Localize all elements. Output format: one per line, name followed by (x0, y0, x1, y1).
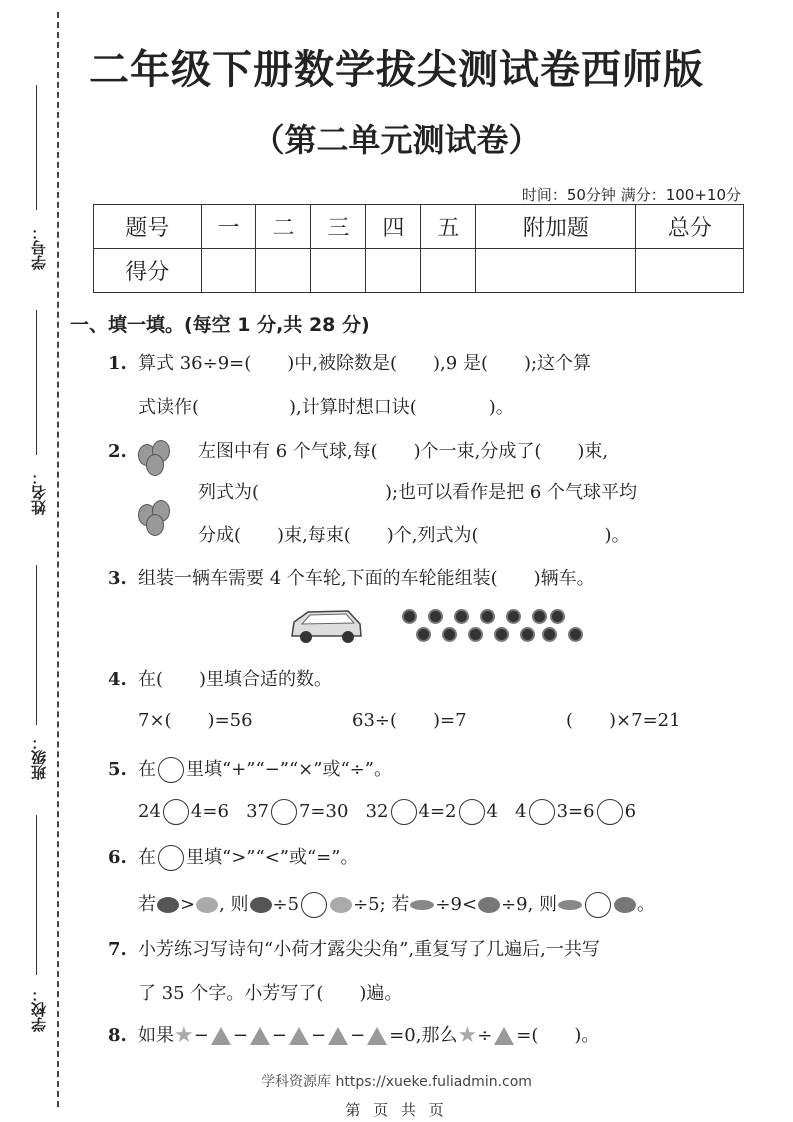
q5-expressions (138, 799, 636, 825)
expr-text: =0,那么 (389, 1025, 458, 1046)
question-number: 1. (108, 353, 127, 374)
header-cell: 二 (256, 205, 311, 249)
question-7-line-2: 了 35 个字。小芳写了( )遍。 (138, 983, 403, 1004)
binding-dashed-line (57, 12, 59, 1107)
broccoli-icon (196, 897, 218, 913)
expr-text: 。 (637, 894, 656, 915)
score-table-score-row (94, 249, 744, 293)
apple-icon (478, 897, 500, 913)
expr-text: 4 (515, 801, 527, 822)
answer-circle[interactable] (271, 799, 297, 825)
banana-icon (558, 900, 582, 910)
question-1-line-2: 式读作( ),计算时想口诀( )。 (138, 397, 514, 418)
wheel-icon (416, 627, 431, 642)
expr-text: ÷9, 则 (501, 894, 558, 915)
question-text: 里填“+”“−”“×”或“÷”。 (186, 759, 392, 780)
wheel-icon (550, 609, 565, 624)
question-text: 组装一辆车需要 4 个车轮,下面的车轮能组装( )辆车。 (138, 568, 595, 589)
wheel-icon (506, 609, 521, 624)
header-cell: 四 (366, 205, 421, 249)
section-heading: 一、填一填。(每空 1 分,共 28 分) (70, 314, 370, 336)
wheel-icon (542, 627, 557, 642)
question-text: 如果 (138, 1025, 174, 1046)
page-subtitle: （第二单元测试卷） (252, 121, 541, 159)
question-2-number (108, 440, 138, 464)
question-7 (108, 938, 600, 962)
expr-text: 24 (138, 801, 161, 822)
question-text: 算式 36÷9=( )中,被除数是( ),9 是( );这个算 (138, 353, 592, 374)
question-6 (108, 845, 358, 871)
answer-circle[interactable] (158, 845, 184, 871)
wheel-icon (442, 627, 457, 642)
score-cell[interactable] (636, 249, 744, 293)
expr-text: ÷9< (435, 894, 478, 915)
wheel-icon (454, 609, 469, 624)
school-label: 学校： (30, 987, 48, 1032)
answer-circle[interactable] (459, 799, 485, 825)
expr-text: 若 (138, 894, 156, 915)
score-cell[interactable] (201, 249, 256, 293)
class-line (36, 565, 37, 725)
name-line (36, 310, 37, 455)
expr-text: − (232, 1025, 248, 1046)
question-text: 在 (138, 759, 156, 780)
question-4 (108, 668, 332, 692)
header-cell: 题号 (94, 205, 202, 249)
question-8 (108, 1024, 599, 1048)
header-cell: 总分 (636, 205, 744, 249)
banana-icon (410, 900, 434, 910)
eggplant-icon (157, 897, 179, 913)
wheel-icon (428, 609, 443, 624)
expr-text: ÷ (477, 1025, 493, 1046)
question-5 (108, 757, 392, 783)
expr-text: , 则 (219, 894, 249, 915)
triangle-icon (494, 1027, 514, 1045)
expr-text: 4=2 (418, 801, 457, 822)
expr-text: =( )。 (516, 1025, 600, 1046)
score-cell[interactable] (311, 249, 366, 293)
answer-circle[interactable] (529, 799, 555, 825)
answer-circle[interactable] (163, 799, 189, 825)
expr-text: 37 (246, 801, 269, 822)
expr-text: 4 (486, 801, 498, 822)
score-cell[interactable] (421, 249, 476, 293)
answer-circle[interactable] (585, 892, 611, 918)
expr-text: > (180, 894, 196, 915)
car-icon (288, 606, 364, 646)
question-3 (108, 567, 595, 591)
score-cell[interactable] (366, 249, 421, 293)
score-table (93, 204, 744, 293)
expr-text: 32 (365, 801, 389, 822)
score-cell[interactable] (256, 249, 311, 293)
expr-text: − (271, 1025, 288, 1046)
wheel-icon (494, 627, 509, 642)
apple-icon (614, 897, 636, 913)
triangle-icon (211, 1027, 231, 1045)
score-table-header-row (94, 205, 744, 249)
wheel-icon (520, 627, 535, 642)
question-1 (108, 352, 591, 376)
triangle-icon (250, 1027, 270, 1045)
name-label: 姓名： (30, 470, 48, 515)
class-field (14, 565, 54, 785)
expr-text: ÷5 (272, 894, 300, 915)
student-id-label: 学号： (30, 225, 48, 270)
header-cell: 附加题 (476, 205, 636, 249)
score-cell[interactable] (476, 249, 636, 293)
question-text: 在 (138, 847, 156, 868)
wheel-icon (468, 627, 483, 642)
answer-circle[interactable] (391, 799, 417, 825)
wheels-group (402, 609, 582, 645)
header-cell: 一 (201, 205, 256, 249)
triangle-icon (328, 1027, 348, 1045)
question-2-line-2: 列式为( );也可以看作是把 6 个气球平均 (198, 482, 638, 503)
name-field (14, 310, 54, 530)
triangle-icon (289, 1027, 309, 1045)
page-title: 二年级下册数学拔尖测试卷西师版 (89, 47, 704, 93)
answer-circle[interactable] (158, 757, 184, 783)
expr-text: 6 (624, 801, 637, 822)
footer-page: 第 页 共 页 (345, 1101, 448, 1119)
balloon-icon (146, 514, 164, 536)
q4-expression-c: ( )×7=21 (566, 710, 681, 731)
header-cell: 五 (421, 205, 476, 249)
class-label: 班级： (30, 735, 48, 780)
question-number: 4. (108, 669, 127, 690)
expr-text: ÷5; 若 (353, 894, 410, 915)
balloon-icon (146, 454, 164, 476)
question-2-line-1: 左图中有 6 个气球,每( )个一束,分成了( )束, (198, 441, 609, 462)
star-icon: ★ (174, 1023, 194, 1048)
triangle-icon (367, 1027, 387, 1045)
header-cell: 三 (311, 205, 366, 249)
school-field (14, 815, 54, 1045)
expr-text: 3=6 (556, 801, 595, 822)
question-text: 在( )里填合适的数。 (138, 669, 333, 690)
score-row-label: 得分 (94, 249, 202, 293)
q6-comparisons (138, 892, 655, 918)
wheel-icon (480, 609, 495, 624)
expr-text: 7=30 (298, 801, 349, 822)
time-info: 时间：50分钟 满分：100+10分 (521, 186, 741, 204)
wheel-icon (402, 609, 417, 624)
wheel-icon (568, 627, 583, 642)
footer-site: 学科资源库 https://xueke.fuliadmin.com (261, 1074, 532, 1090)
wheel-icon (532, 609, 547, 624)
expr-text: 4=6 (190, 801, 229, 822)
question-text: 里填“>”“<”或“=”。 (186, 847, 359, 868)
question-number: 7. (108, 939, 127, 960)
answer-circle[interactable] (597, 799, 623, 825)
question-number: 8. (108, 1025, 127, 1046)
expr-text: − (350, 1025, 366, 1046)
question-number: 3. (108, 568, 127, 589)
question-number: 6. (108, 847, 127, 868)
question-number: 2. (108, 441, 127, 462)
question-2-line-3: 分成( )束,每束( )个,列式为( )。 (198, 525, 630, 546)
q4-expression-a: 7×( )=56 (138, 710, 253, 731)
expr-text: − (311, 1025, 327, 1046)
broccoli-icon (330, 897, 352, 913)
question-number: 5. (108, 759, 127, 780)
star-icon: ★ (457, 1023, 478, 1048)
eggplant-icon (250, 897, 272, 913)
expr-text: − (193, 1025, 209, 1046)
school-line (36, 815, 37, 975)
answer-circle[interactable] (301, 892, 327, 918)
question-text: 小芳练习写诗句“小荷才露尖尖角”,重复写了几遍后,一共写 (138, 939, 600, 960)
q4-expression-b: 63÷( )=7 (352, 710, 467, 731)
